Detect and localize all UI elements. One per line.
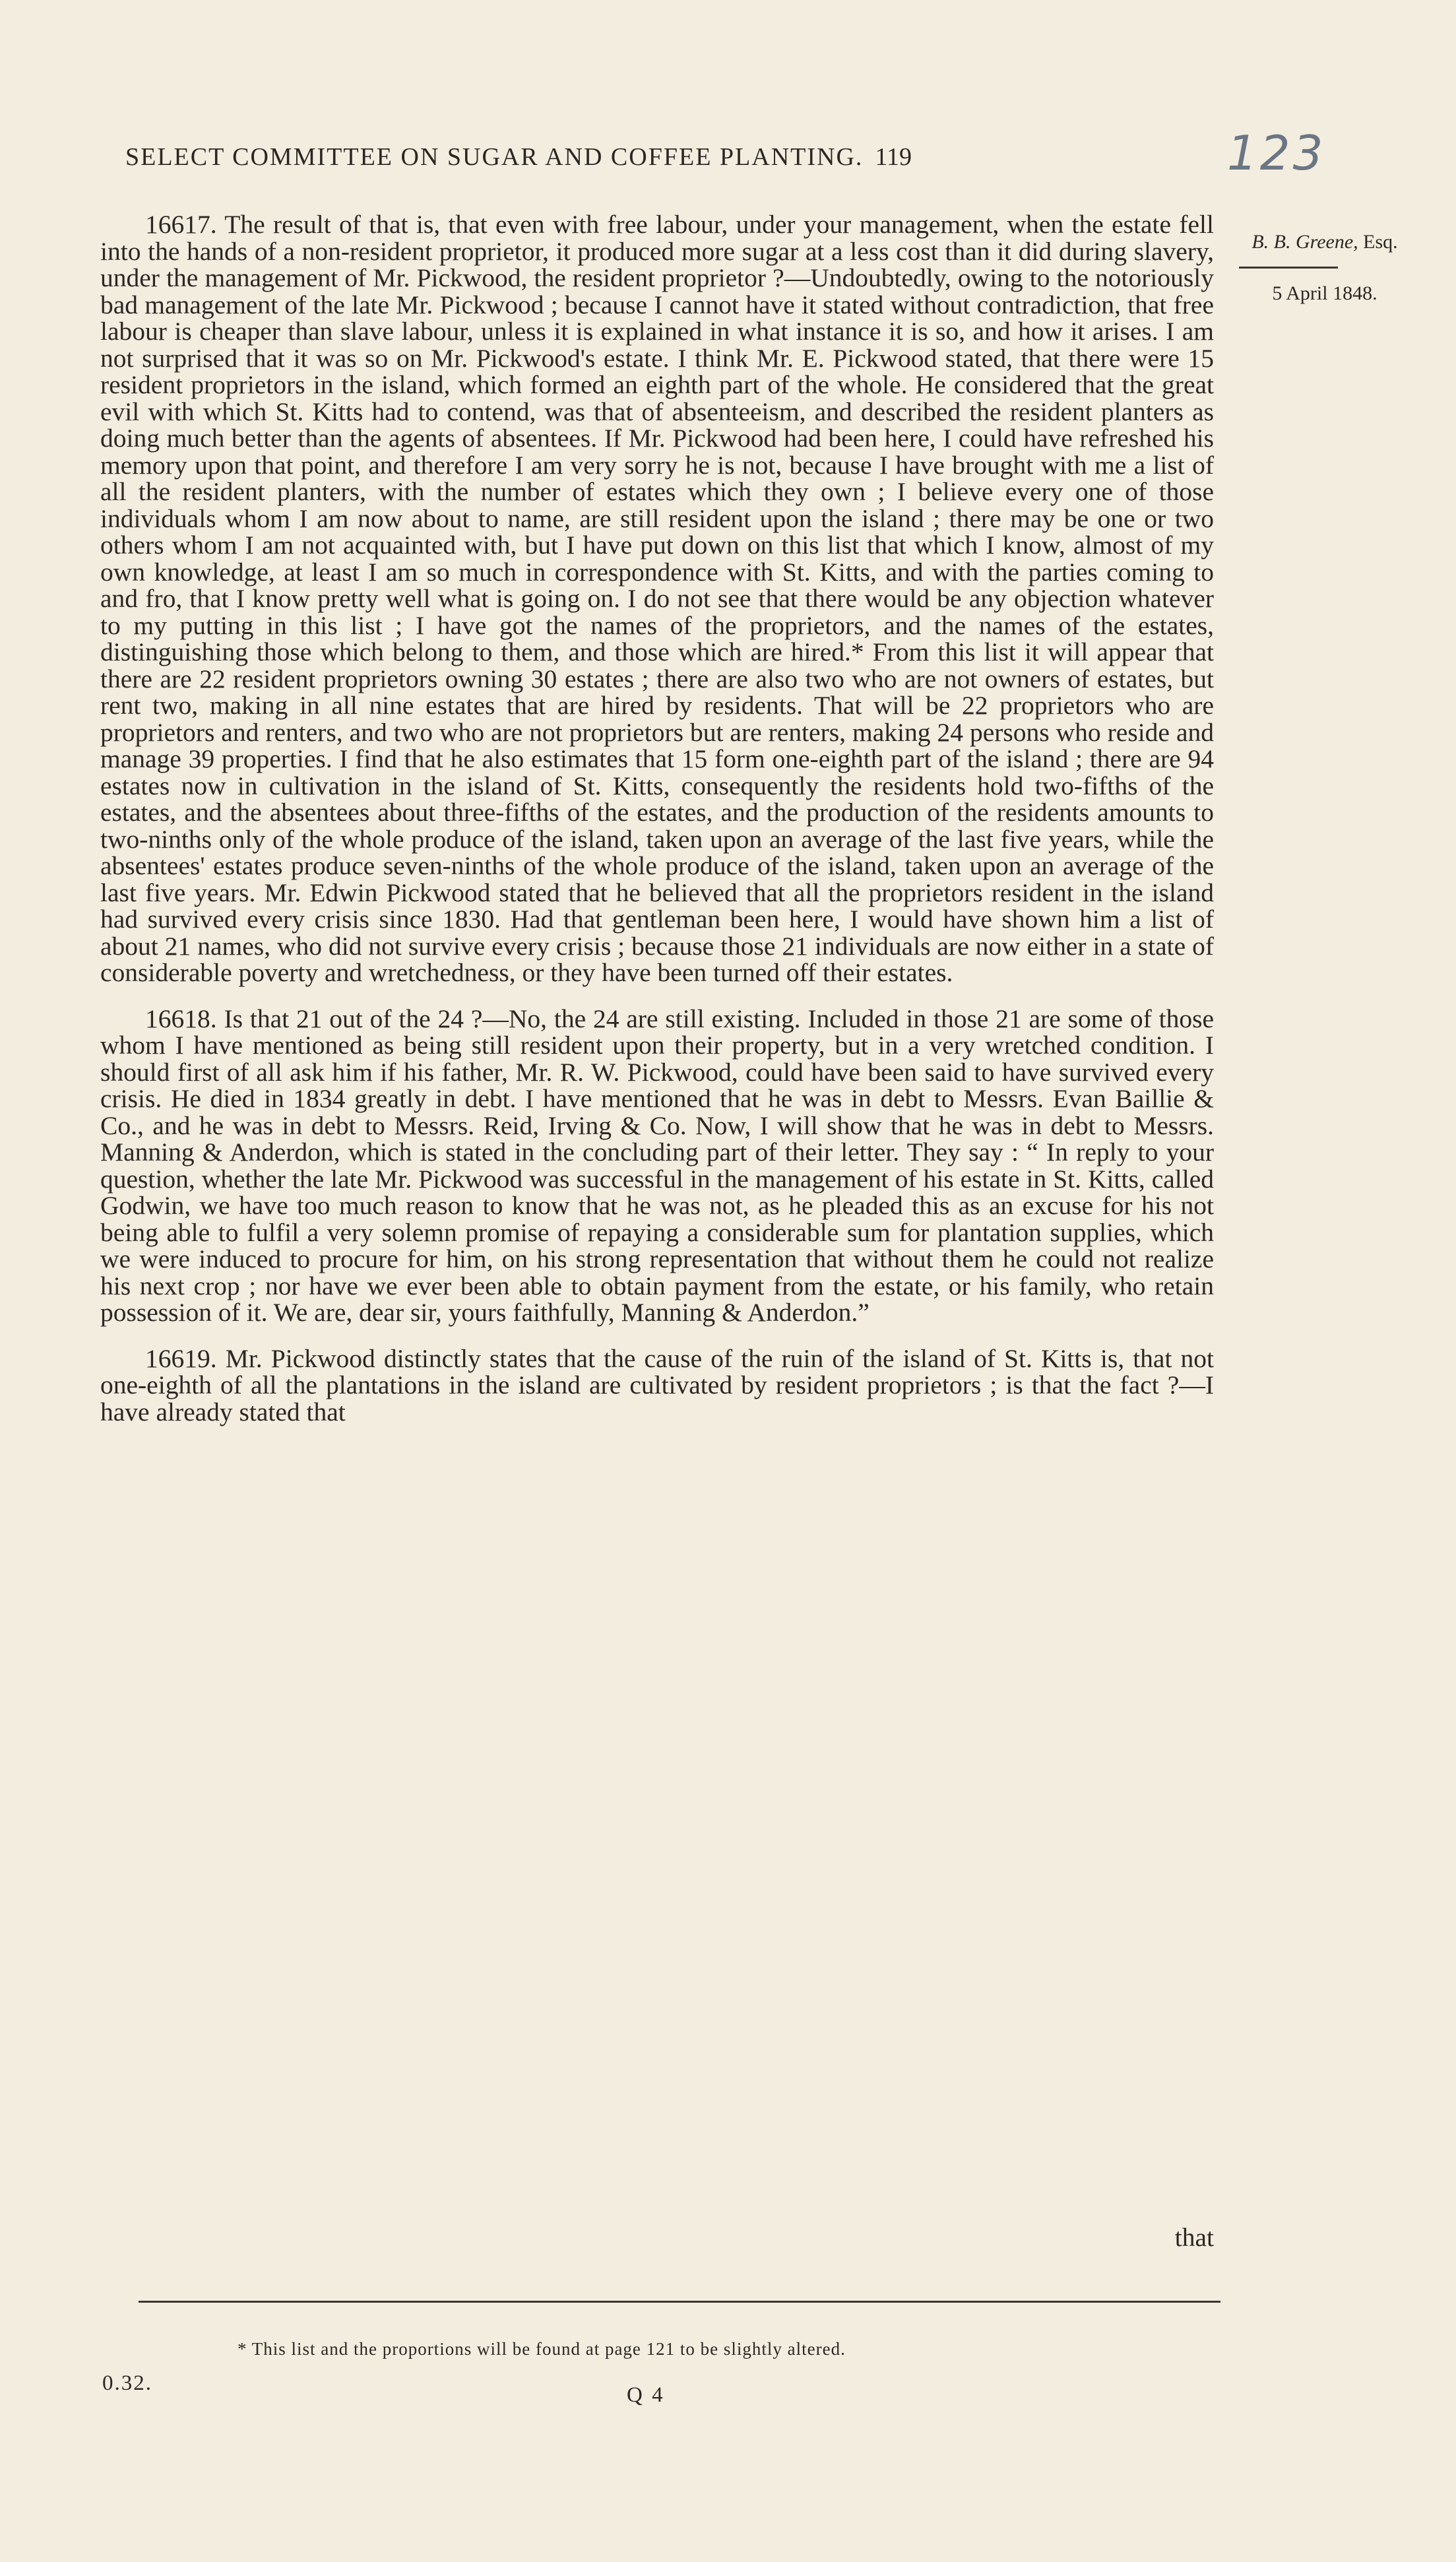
catchword: that bbox=[1174, 2223, 1214, 2252]
footnote: * This list and the proportions will be found at page 121 to be slightly altered. bbox=[237, 2339, 846, 2359]
footnote-rule bbox=[139, 2301, 1220, 2303]
sheet-mark: 0.32. bbox=[102, 2371, 152, 2395]
signature-mark: Q 4 bbox=[627, 2383, 665, 2407]
margin-witness bbox=[1206, 231, 1443, 253]
handwritten-folio-number: 123 bbox=[1227, 125, 1326, 181]
margin-date: 5 April 1848. bbox=[1272, 282, 1377, 304]
page-number: 119 bbox=[875, 143, 912, 171]
body-text bbox=[100, 211, 1214, 1425]
paragraph-16618: 16618. Is that 21 out of the 24 ?—No, the 24 are still existing. Included in those 21 are some of those whom I have mentioned as being still resident upon their property, but in a very wretched condition. I should first of all ask him if his father, Mr. R. W. Pickwood, could have been said to have survived every crisis. He died in 1834 greatly in debt. I have mentioned that he was in debt to Messrs. Evan Baillie & Co., and he was in debt to Messrs. Reid, Irving & Co. Now, I will show that he was in debt to Messrs. Manning & Anderdon, which is stated in the concluding part of their letter. They say : “ In reply to your question, whether the late Mr. Pickwood was successful in the management of his estate in St. Kitts, called Godwin, we have too much reason to know that he was not, as he pleaded this as an excuse for his not being able to fulfil a very solemn promise of repaying a considerable sum for plantation supplies, which we were induced to procure for him, on his strong representation that without them he could not realize his next crop ; nor have we ever been able to obtain payment from the estate, or his family, who retain possession of it. We are, dear sir, yours faithfully, Manning & Anderdon.” bbox=[100, 1004, 1214, 1327]
running-head bbox=[125, 143, 1220, 172]
running-title: SELECT COMMITTEE ON SUGAR AND COFFEE PLANTING. bbox=[125, 143, 864, 171]
paragraph-16617: 16617. The result of that is, that even with free labour, under your management, when the estate fell into the hands of a non-resident proprietor, it produced more sugar at a less cost than it did during slavery, under the management of Mr. Pickwood, the resident proprietor ?—Undoubtedly, owing to the notoriously bad management of the late Mr. Pickwood ; because I cannot have it stated without contradiction, that free labour is cheaper than slave labour, unless it is explained in what instance it is so, and how it arises. I am not surprised that it was so on Mr. Pickwood's estate. I think Mr. E. Pickwood stated, that there were 15 resident proprietors in the island, which formed an eighth part of the whole. He considered that the great evil with which St. Kitts had to contend, was that of absenteeism, and described the resident planters as doing much better than the agents of absentees. If Mr. Pickwood had been here, I could have refreshed his memory upon that point, and therefore I am very sorry he is not, because I have brought with me a list of all the resident planters, with the number of estates which they own ; I believe every one of those individuals whom I am now about to name, are still resident upon the island ; there may be one or two others whom I am not acquainted with, but I have put down on this list that which I know, almost of my own knowledge, at least I am so much in correspondence with St. Kitts, and with the parties coming to and fro, that I know pretty well what is going on. I do not see that there would be any objection whatever to my putting in this list ; I have got the names of the proprietors, and the names of the estates, distinguishing those which belong to them, and those which are hired.* From this list it will appear that there are 22 resident proprietors owning 30 estates ; there are also two who are not owners of estates, but rent two, making in all nine estates that are hired by residents. That will be 22 proprietors who are proprietors and renters, and two who are not proprietors but are renters, making 24 persons who reside and manage 39 properties. I find that he also estimates that 15 form one-eighth part of the island ; there are 94 estates now in cultivation in the island of St. Kitts, consequently the residents hold two-fifths of the estates, and the absentees about three-fifths of the estates, and the production of the residents amounts to two-ninths only of the whole produce of the island, taken upon an average of the last five years, while the absentees' estates produce seven-ninths of the whole produce of the island, taken upon an average of the last five years. Mr. Edwin Pickwood stated that he believed that all the proprietors resident in the island had survived every crisis since 1830. Had that gentleman been here, I would have shown him a list of about 21 names, who did not survive every crisis ; because those 21 individuals are now either in a state of considerable poverty and wretchedness, or they have been turned off their estates. bbox=[100, 210, 1214, 987]
paragraph-16619: 16619. Mr. Pickwood distinctly states that the cause of the ruin of the island of St. Kitts is, that not one-eighth of all the plantations in the island are cultivated by resident proprietors ; is that the fact ?—I have already stated that bbox=[100, 1343, 1214, 1426]
witness-name: B. B. Greene, bbox=[1251, 231, 1358, 253]
witness-suffix: Esq. bbox=[1363, 231, 1398, 253]
margin-rule bbox=[1239, 267, 1338, 269]
